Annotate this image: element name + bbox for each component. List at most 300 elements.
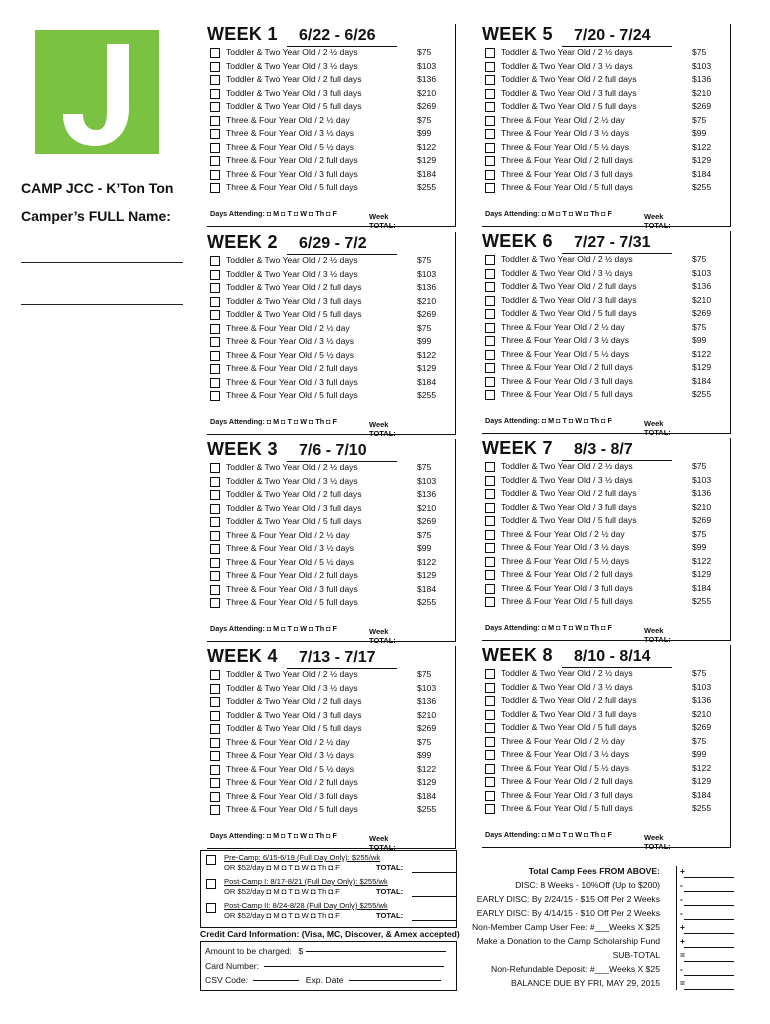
checkbox[interactable] (210, 143, 220, 153)
checkbox[interactable] (485, 804, 495, 814)
checkbox[interactable] (210, 364, 220, 374)
week-option-row[interactable] (210, 73, 448, 87)
week-option-row[interactable] (210, 154, 448, 168)
week-option-row[interactable] (485, 375, 723, 389)
checkbox[interactable] (485, 723, 495, 733)
week-option-row[interactable] (210, 515, 448, 529)
fee-label: Total Camp Fees FROM ABOVE: (528, 866, 660, 876)
checkbox[interactable] (485, 462, 495, 472)
week-block (482, 24, 731, 230)
week-option-row[interactable] (485, 501, 723, 515)
fee-amount-field[interactable] (684, 919, 734, 920)
checkbox[interactable] (485, 669, 495, 679)
checkbox[interactable] (210, 738, 220, 748)
camper-name-label: Camper’s FULL Name: (21, 208, 171, 224)
post-camp-1-days: OR $52/day ◘ M ◘ T ◘ W ◘ Th ◘ F (224, 887, 340, 896)
checkbox[interactable] (210, 792, 220, 802)
option-price: $269 (417, 516, 437, 526)
option-price: $184 (692, 168, 712, 179)
fee-amount-field[interactable] (684, 891, 734, 892)
week-option-row[interactable] (485, 114, 723, 128)
checkbox[interactable] (485, 530, 495, 540)
week-option-row[interactable] (210, 682, 448, 696)
option-price: $129 (692, 362, 712, 372)
checkbox[interactable] (485, 503, 495, 513)
option-price: $210 (692, 501, 712, 512)
week-option-row[interactable] (210, 168, 448, 182)
week-title: WEEK 6 (482, 231, 553, 251)
checkbox[interactable] (210, 129, 220, 139)
option-price: $75 (692, 321, 707, 332)
checkbox[interactable] (210, 751, 220, 761)
week-option-row[interactable] (485, 154, 723, 168)
week-option-row[interactable] (210, 254, 448, 268)
option-label: Toddler & Two Year Old / 5 full days (501, 101, 637, 111)
week-options (210, 46, 448, 195)
week-dates: 7/6 - 7/10 (299, 442, 367, 459)
checkbox[interactable] (210, 310, 220, 320)
checkbox[interactable] (210, 477, 220, 487)
week-option-row[interactable] (485, 348, 723, 362)
fees-divider (676, 866, 677, 990)
week-option-row[interactable] (210, 569, 448, 583)
option-price: $210 (417, 709, 437, 720)
checkbox[interactable] (485, 323, 495, 333)
option-label: Toddler & Two Year Old / 3 ½ days (226, 268, 358, 279)
checkbox[interactable] (210, 490, 220, 500)
week-option-row[interactable] (210, 803, 448, 817)
week-option-row[interactable] (485, 361, 723, 375)
camper-name-line-1[interactable] (21, 262, 183, 263)
option-price: $99 (417, 336, 432, 346)
days-attending[interactable]: Days Attending: ◘ M ◘ T ◘ W ◘ Th ◘ F (210, 624, 337, 633)
week-option-row[interactable] (485, 294, 723, 308)
checkbox[interactable] (210, 765, 220, 775)
option-label: Three & Four Year Old / 5 full days (226, 390, 358, 400)
week-block (207, 439, 456, 645)
days-attending[interactable]: Days Attending: ◘ M ◘ T ◘ W ◘ Th ◘ F (210, 417, 337, 426)
checkbox[interactable] (485, 696, 495, 706)
week-option-row[interactable] (485, 735, 723, 749)
option-label: Toddler & Two Year Old / 2 ½ days (501, 47, 633, 57)
week-option-row[interactable] (485, 474, 723, 488)
week-option-row[interactable] (210, 127, 448, 141)
week-option-row[interactable] (210, 736, 448, 750)
week-option-row[interactable] (485, 708, 723, 722)
fee-amount-field[interactable] (684, 933, 734, 934)
checkbox[interactable] (485, 791, 495, 801)
option-price: $255 (417, 182, 437, 192)
option-label: Three & Four Year Old / 2 full days (226, 363, 358, 373)
days-attending[interactable]: Days Attending: ◘ M ◘ T ◘ W ◘ Th ◘ F (485, 416, 612, 425)
checkbox[interactable] (210, 378, 220, 388)
checkbox[interactable] (210, 711, 220, 721)
week-option-row[interactable] (210, 322, 448, 336)
week-total-label: TOTAL: (644, 428, 671, 437)
week-option-row[interactable] (210, 295, 448, 309)
checkbox[interactable] (485, 350, 495, 360)
option-price: $75 (417, 255, 432, 265)
week-dates: 6/22 - 6/26 (299, 27, 376, 44)
post-camp-2-total-line[interactable] (412, 920, 456, 921)
option-price: $122 (417, 349, 437, 360)
checkbox[interactable] (210, 183, 220, 193)
fee-label: Non-Refundable Deposit: #___Weeks X $25 (491, 964, 660, 974)
week-option-row[interactable] (485, 748, 723, 762)
checkbox[interactable] (210, 724, 220, 734)
week-option-row[interactable] (485, 100, 723, 114)
card-number-field[interactable] (264, 966, 444, 967)
week-option-row[interactable] (210, 668, 448, 682)
option-price: $184 (417, 168, 437, 179)
days-attending[interactable]: Days Attending: ◘ M ◘ T ◘ W ◘ Th ◘ F (485, 830, 612, 839)
amount-field[interactable] (306, 951, 446, 952)
checkbox[interactable] (485, 309, 495, 319)
option-price: $136 (692, 281, 712, 291)
checkbox[interactable] (485, 296, 495, 306)
week-option-row[interactable] (485, 487, 723, 501)
week-option-row[interactable] (210, 141, 448, 155)
week-block (482, 231, 731, 437)
checkbox[interactable] (485, 476, 495, 486)
checkbox[interactable] (210, 531, 220, 541)
post-camp-2-total-label: TOTAL: (376, 911, 404, 920)
checkbox[interactable] (210, 598, 220, 608)
checkbox[interactable] (485, 143, 495, 153)
week-option-row[interactable] (210, 281, 448, 295)
option-price: $269 (692, 515, 712, 525)
week-option-row[interactable] (210, 776, 448, 790)
fee-amount-field[interactable] (684, 905, 734, 906)
checkbox[interactable] (485, 390, 495, 400)
checkbox[interactable] (485, 377, 495, 387)
checkbox[interactable] (485, 282, 495, 292)
week-option-row[interactable] (210, 502, 448, 516)
week-dates: 8/3 - 8/7 (574, 441, 633, 458)
week-option-row[interactable] (210, 308, 448, 322)
checkbox[interactable] (206, 855, 216, 865)
pre-camp-label: Pre-Camp: 6/15-6/19 (Full Day Only): $255/wk (224, 853, 381, 862)
week-options (485, 253, 723, 402)
week-option-row[interactable] (485, 541, 723, 555)
checkbox[interactable] (210, 270, 220, 280)
week-option-row[interactable] (485, 762, 723, 776)
option-price: $255 (417, 804, 437, 814)
option-label: Toddler & Two Year Old / 2 full days (501, 281, 637, 291)
week-option-row[interactable] (210, 695, 448, 709)
option-label: Three & Four Year Old / 2 full days (501, 155, 633, 165)
week-total-word: Week (369, 212, 389, 221)
option-price: $136 (692, 695, 712, 705)
week-option-row[interactable] (485, 789, 723, 803)
week-total-label: TOTAL: (644, 635, 671, 644)
option-price: $103 (417, 60, 437, 71)
week-option-row[interactable] (210, 709, 448, 723)
checkbox[interactable] (210, 463, 220, 473)
checkbox[interactable] (210, 351, 220, 361)
checkbox[interactable] (485, 750, 495, 760)
week-option-row[interactable] (485, 280, 723, 294)
week-option-row[interactable] (210, 749, 448, 763)
option-label: Three & Four Year Old / 2 ½ day (501, 528, 625, 539)
week-total-word: Week (644, 833, 664, 842)
checkbox[interactable] (210, 504, 220, 514)
week-option-row[interactable] (210, 60, 448, 74)
option-label: Three & Four Year Old / 3 full days (501, 168, 633, 179)
option-label: Toddler & Two Year Old / 3 full days (501, 87, 637, 98)
checkbox[interactable] (210, 571, 220, 581)
checkbox[interactable] (210, 283, 220, 293)
checkbox[interactable] (210, 102, 220, 112)
exp-field[interactable] (349, 980, 441, 981)
option-price: $99 (692, 335, 707, 345)
checkbox[interactable] (210, 256, 220, 266)
option-price: $122 (417, 141, 437, 152)
camper-name-line-2[interactable] (21, 304, 183, 305)
checkbox[interactable] (485, 363, 495, 373)
week-option-row[interactable] (485, 802, 723, 816)
checkbox[interactable] (485, 557, 495, 567)
week-option-row[interactable] (485, 141, 723, 155)
option-label: Three & Four Year Old / 5 ½ days (226, 141, 355, 152)
checkbox[interactable] (210, 391, 220, 401)
checkbox[interactable] (210, 297, 220, 307)
fee-amount-field[interactable] (684, 947, 734, 948)
option-price: $269 (692, 101, 712, 111)
fee-operator: - (680, 964, 683, 974)
week-option-row[interactable] (485, 46, 723, 60)
checkbox[interactable] (485, 156, 495, 166)
fee-operator: - (680, 908, 683, 918)
week-option-row[interactable] (210, 335, 448, 349)
week-option-row[interactable] (210, 596, 448, 610)
days-attending[interactable]: Days Attending: ◘ M ◘ T ◘ W ◘ Th ◘ F (210, 831, 337, 840)
checkbox[interactable] (485, 62, 495, 72)
checkbox[interactable] (210, 670, 220, 680)
checkbox[interactable] (485, 129, 495, 139)
week-title: WEEK 7 (482, 438, 553, 458)
week-option-row[interactable] (485, 721, 723, 735)
week-option-row[interactable] (210, 268, 448, 282)
option-label: Toddler & Two Year Old / 2 full days (226, 489, 362, 499)
option-price: $210 (692, 294, 712, 305)
checkbox[interactable] (210, 116, 220, 126)
checkbox[interactable] (210, 62, 220, 72)
checkbox[interactable] (485, 584, 495, 594)
week-option-row[interactable] (210, 542, 448, 556)
checkbox[interactable] (485, 710, 495, 720)
option-label: Toddler & Two Year Old / 3 full days (501, 708, 637, 719)
week-option-row[interactable] (210, 529, 448, 543)
days-attending[interactable]: Days Attending: ◘ M ◘ T ◘ W ◘ Th ◘ F (485, 623, 612, 632)
checkbox[interactable] (210, 585, 220, 595)
fee-amount-field[interactable] (684, 989, 734, 990)
option-label: Toddler & Two Year Old / 5 full days (226, 309, 362, 319)
option-price: $136 (417, 282, 437, 292)
week-option-row[interactable] (485, 514, 723, 528)
week-option-row[interactable] (485, 460, 723, 474)
checkbox[interactable] (206, 879, 216, 889)
week-option-row[interactable] (210, 181, 448, 195)
checkbox[interactable] (210, 324, 220, 334)
week-option-row[interactable] (210, 763, 448, 777)
week-option-row[interactable] (485, 388, 723, 402)
week-option-row[interactable] (485, 694, 723, 708)
week-option-row[interactable] (485, 582, 723, 596)
checkbox[interactable] (485, 170, 495, 180)
checkbox[interactable] (210, 170, 220, 180)
week-option-row[interactable] (485, 595, 723, 609)
option-label: Toddler & Two Year Old / 3 ½ days (226, 60, 358, 71)
option-price: $129 (417, 155, 437, 165)
week-option-row[interactable] (485, 334, 723, 348)
option-price: $103 (417, 475, 437, 486)
option-price: $129 (417, 777, 437, 787)
option-label: Toddler & Two Year Old / 2 full days (501, 74, 637, 84)
week-option-row[interactable] (485, 555, 723, 569)
checkbox[interactable] (485, 89, 495, 99)
checkbox[interactable] (210, 89, 220, 99)
week-option-row[interactable] (210, 87, 448, 101)
week-option-row[interactable] (485, 307, 723, 321)
week-option-row[interactable] (210, 583, 448, 597)
checkbox[interactable] (210, 337, 220, 347)
fee-label: DISC: 8 Weeks - 10%Off (Up to $200) (515, 880, 660, 890)
week-option-row[interactable] (210, 362, 448, 376)
week-total-label: TOTAL: (369, 429, 396, 438)
week-option-row[interactable] (210, 46, 448, 60)
option-price: $103 (417, 268, 437, 279)
week-option-row[interactable] (485, 775, 723, 789)
week-option-row[interactable] (485, 181, 723, 195)
fee-amount-field[interactable] (684, 961, 734, 962)
checkbox[interactable] (485, 683, 495, 693)
checkbox[interactable] (210, 684, 220, 694)
week-option-row[interactable] (485, 253, 723, 267)
option-label: Toddler & Two Year Old / 2 ½ days (501, 254, 633, 264)
week-option-row[interactable] (485, 87, 723, 101)
checkbox[interactable] (485, 737, 495, 747)
checkbox[interactable] (485, 543, 495, 553)
checkbox[interactable] (485, 764, 495, 774)
checkbox[interactable] (485, 269, 495, 279)
option-label: Three & Four Year Old / 3 full days (226, 376, 358, 387)
week-option-row[interactable] (210, 376, 448, 390)
checkbox[interactable] (485, 75, 495, 85)
week-option-row[interactable] (210, 488, 448, 502)
csv-field[interactable] (253, 980, 299, 981)
checkbox[interactable] (210, 778, 220, 788)
checkbox[interactable] (485, 102, 495, 112)
fee-label: Make a Donation to the Camp Scholarship Fund (476, 936, 660, 946)
week-option-row[interactable] (485, 568, 723, 582)
fee-amount-field[interactable] (684, 975, 734, 976)
fee-operator: + (680, 936, 686, 946)
option-label: Three & Four Year Old / 5 full days (501, 596, 633, 606)
checkbox[interactable] (206, 903, 216, 913)
week-option-row[interactable] (210, 790, 448, 804)
checkbox[interactable] (210, 75, 220, 85)
option-price: $75 (417, 114, 432, 125)
days-attending[interactable]: Days Attending: ◘ M ◘ T ◘ W ◘ Th ◘ F (485, 209, 612, 218)
checkbox[interactable] (210, 156, 220, 166)
post-camp-2-label: Post-Camp II: 8/24-8/28 (Full Day Only) $255/wk (224, 901, 388, 910)
pre-camp-total-line[interactable] (412, 872, 456, 873)
week-option-row[interactable] (210, 389, 448, 403)
week-option-row[interactable] (210, 349, 448, 363)
week-options (210, 461, 448, 610)
option-price: $75 (692, 47, 707, 57)
week-option-row[interactable] (210, 100, 448, 114)
checkbox[interactable] (210, 805, 220, 815)
week-option-row[interactable] (210, 722, 448, 736)
fee-operator: - (680, 894, 683, 904)
week-total-word: Week (644, 212, 664, 221)
option-price: $255 (417, 390, 437, 400)
week-title: WEEK 3 (207, 439, 278, 459)
week-option-row[interactable] (210, 475, 448, 489)
checkbox[interactable] (485, 597, 495, 607)
checkbox[interactable] (485, 48, 495, 58)
week-option-row[interactable] (210, 461, 448, 475)
amount-row (205, 946, 446, 956)
week-block (207, 232, 456, 438)
checkbox[interactable] (210, 517, 220, 527)
checkbox[interactable] (485, 570, 495, 580)
option-label: Three & Four Year Old / 3 full days (226, 790, 358, 801)
option-label: Three & Four Year Old / 5 full days (501, 803, 633, 813)
checkbox[interactable] (210, 544, 220, 554)
option-label: Three & Four Year Old / 3 ½ days (226, 128, 355, 138)
week-option-row[interactable] (485, 73, 723, 87)
week-option-row[interactable] (485, 667, 723, 681)
checkbox[interactable] (485, 255, 495, 265)
week-option-row[interactable] (485, 267, 723, 281)
post-camp-1-total-line[interactable] (412, 896, 456, 897)
option-price: $103 (417, 682, 437, 693)
option-price: $210 (417, 87, 437, 98)
checkbox[interactable] (210, 697, 220, 707)
option-price: $75 (417, 47, 432, 57)
fee-amount-field[interactable] (684, 877, 734, 878)
checkbox[interactable] (485, 777, 495, 787)
checkbox[interactable] (485, 183, 495, 193)
checkbox[interactable] (485, 489, 495, 499)
week-option-row[interactable] (485, 127, 723, 141)
days-attending[interactable]: Days Attending: ◘ M ◘ T ◘ W ◘ Th ◘ F (210, 209, 337, 218)
week-option-row[interactable] (485, 168, 723, 182)
checkbox[interactable] (485, 336, 495, 346)
checkbox[interactable] (485, 516, 495, 526)
checkbox[interactable] (485, 116, 495, 126)
checkbox[interactable] (210, 48, 220, 58)
option-label: Toddler & Two Year Old / 5 full days (226, 101, 362, 111)
j-letter-icon (35, 30, 159, 154)
checkbox[interactable] (210, 558, 220, 568)
week-option-row[interactable] (485, 321, 723, 335)
week-option-row[interactable] (485, 60, 723, 74)
option-label: Three & Four Year Old / 3 ½ days (226, 750, 355, 760)
option-label: Three & Four Year Old / 2 ½ day (226, 529, 350, 540)
option-label: Three & Four Year Old / 2 full days (226, 777, 358, 787)
option-label: Three & Four Year Old / 5 ½ days (226, 556, 355, 567)
option-label: Toddler & Two Year Old / 2 ½ days (226, 669, 358, 679)
week-option-row[interactable] (210, 556, 448, 570)
week-option-row[interactable] (210, 114, 448, 128)
week-option-row[interactable] (485, 528, 723, 542)
option-price: $184 (692, 582, 712, 593)
week-option-row[interactable] (485, 681, 723, 695)
